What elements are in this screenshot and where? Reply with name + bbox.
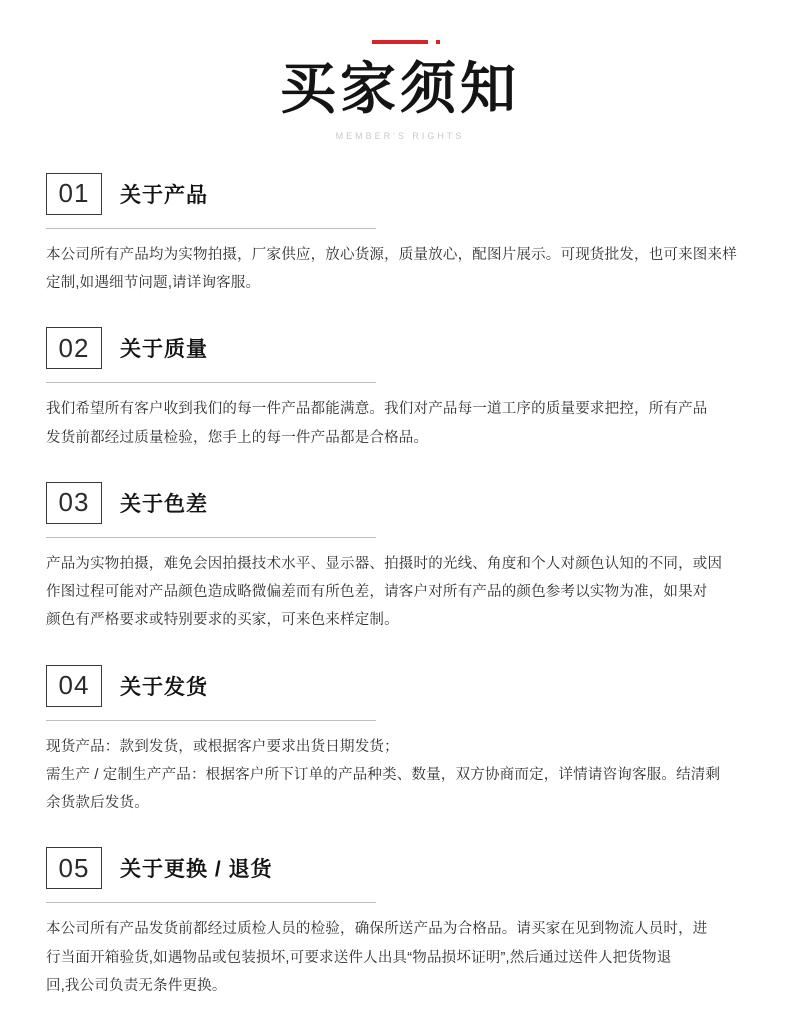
body-line: 行当面开箱验货,如遇物品或包装损坏,可要求送件人出具“物品损坏证明”,然后通过送件人把货物退 <box>46 949 672 966</box>
section-divider <box>46 382 376 383</box>
body-line: 余货款后发货。 <box>46 795 149 812</box>
section-title: 关于更换 / 退货 <box>120 858 273 882</box>
body-line: 发货前都经过质量检验，您手上的每一件产品都是合格品。 <box>46 429 429 446</box>
body-line: 需生产 / 定制生产产品：根据客户所下订单的产品种类、数量，双方协商而定，详情请咨询客服。结清剩 <box>46 766 721 783</box>
section-title: 关于色差 <box>120 492 208 516</box>
section-05 <box>46 847 754 1000</box>
body-line: 我们希望所有客户收到我们的每一件产品都能满意。我们对产品每一道工序的质量要求把控，所有产品 <box>46 401 708 418</box>
page-title: 买家须知 <box>280 57 520 120</box>
body-line: 现货产品：款到发货，或根据客户要求出货日期发货； <box>46 738 399 755</box>
section-title: 关于发货 <box>120 675 208 699</box>
accent-rule-decoration <box>372 40 428 44</box>
section-body <box>46 395 754 452</box>
section-divider <box>46 537 376 538</box>
section-number: 03 <box>46 482 102 524</box>
body-line: 回,我公司负责无条件更换。 <box>46 977 227 994</box>
section-number: 04 <box>46 665 102 707</box>
section-number: 05 <box>46 847 102 889</box>
section-header <box>46 665 754 707</box>
page-header <box>46 0 754 141</box>
section-header <box>46 847 754 889</box>
section-body <box>46 733 754 818</box>
section-04 <box>46 665 754 818</box>
section-body <box>46 241 754 298</box>
page-subtitle: MEMBER'S RIGHTS <box>335 130 465 141</box>
section-number: 02 <box>46 327 102 369</box>
section-title: 关于质量 <box>120 338 208 362</box>
section-body <box>46 915 754 1000</box>
section-header <box>46 173 754 215</box>
body-line: 定制,如遇细节问题,请详询客服。 <box>46 275 261 292</box>
section-03 <box>46 482 754 635</box>
section-header <box>46 482 754 524</box>
section-title: 关于产品 <box>120 183 208 207</box>
section-02 <box>46 327 754 452</box>
section-01 <box>46 173 754 298</box>
body-line: 产品为实物拍摄，难免会因拍摄技术水平、显示器、拍摄时的光线、角度和个人对颜色认知的不同，或因 <box>46 555 723 572</box>
section-body <box>46 550 754 635</box>
body-line: 本公司所有产品均为实物拍摄，厂家供应，放心货源，质量放心，配图片展示。可现货批发，也可来图来样 <box>46 246 737 263</box>
body-line: 本公司所有产品发货前都经过质检人员的检验，确保所送产品为合格品。请买家在见到物流人员时，进 <box>46 921 708 938</box>
sections-list <box>46 173 754 1000</box>
body-line: 颜色有严格要求或特别要求的买家，可来色来样定制。 <box>46 612 399 629</box>
section-divider <box>46 720 376 721</box>
section-header <box>46 327 754 369</box>
section-number: 01 <box>46 173 102 215</box>
section-divider <box>46 228 376 229</box>
section-divider <box>46 902 376 903</box>
body-line: 作图过程可能对产品颜色造成略微偏差而有所色差，请客户对所有产品的颜色参考以实物为准，如果对 <box>46 584 708 601</box>
